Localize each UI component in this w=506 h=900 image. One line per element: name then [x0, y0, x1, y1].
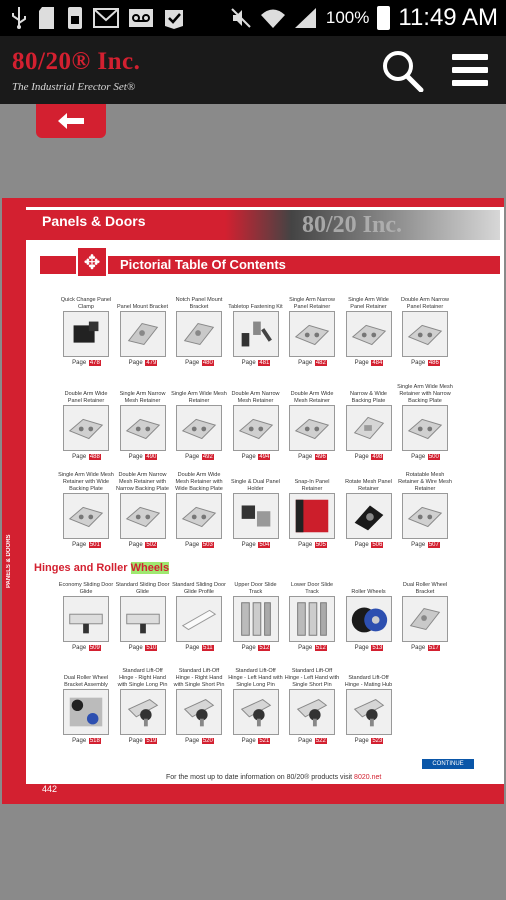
- retainer-icon: [290, 312, 334, 356]
- product-label: Standard Lift-Off Hinge - Left Hand with Single Short Pin: [284, 668, 340, 688]
- notification-icons: [10, 6, 185, 30]
- page-number-link[interactable]: 494: [259, 454, 270, 460]
- retainer-icon: [121, 494, 165, 538]
- product-thumbnail[interactable]: [402, 311, 448, 357]
- product-label: Quick Change Panel Clamp: [60, 297, 112, 310]
- check-icon: [163, 6, 185, 30]
- track-icon: [290, 597, 334, 641]
- product-page-ref[interactable]: Page 506: [354, 542, 383, 548]
- bracket-icon: [403, 597, 447, 641]
- product-thumbnail[interactable]: [176, 596, 222, 642]
- product-page-ref[interactable]: Page 482: [298, 360, 326, 366]
- product-thumbnail[interactable]: [289, 493, 335, 539]
- product-page-ref[interactable]: Page 494: [241, 454, 270, 460]
- product-page-ref[interactable]: Page 512: [241, 645, 270, 651]
- product-thumbnail[interactable]: [402, 596, 448, 642]
- product-item[interactable]: [284, 666, 340, 744]
- product-item[interactable]: [115, 573, 171, 651]
- product-thumbnail[interactable]: [120, 493, 166, 539]
- product-thumbnail[interactable]: [346, 689, 392, 735]
- retainer-icon: [290, 406, 334, 450]
- product-thumbnail[interactable]: [63, 596, 109, 642]
- product-page-ref[interactable]: Page 502: [128, 542, 157, 548]
- glide-icon: [121, 597, 165, 641]
- product-label: Double Arm Wide Mesh Retainer: [290, 391, 334, 404]
- page-number-link[interactable]: 504: [259, 542, 270, 548]
- product-label: Rotate Mesh Panel Retainer: [345, 479, 392, 492]
- retainer-icon: [347, 312, 391, 356]
- product-page-ref[interactable]: Page 519: [128, 738, 157, 744]
- product-label: Narrow & Wide Backing Plate: [350, 391, 387, 404]
- continue-link[interactable]: CONTINUE: [422, 759, 474, 769]
- product-thumbnail[interactable]: [176, 311, 222, 357]
- page-number-link[interactable]: 507: [428, 542, 439, 548]
- product-page-ref[interactable]: Page 522: [298, 738, 326, 744]
- bracket-icon: [121, 312, 165, 356]
- product-item[interactable]: [171, 573, 227, 651]
- mute-icon: [230, 7, 252, 29]
- side-label: PANELS & DOORS: [6, 534, 12, 588]
- product-label: Single Arm Narrow Panel Retainer: [289, 297, 335, 310]
- product-page-ref[interactable]: Page 513: [354, 645, 383, 651]
- product-item[interactable]: [341, 382, 397, 460]
- product-page-ref[interactable]: Page 479: [128, 360, 157, 366]
- page-number-link[interactable]: 480: [202, 360, 213, 366]
- product-label: Single Arm Wide Mesh Retainer with Wide Backing Plate: [58, 472, 114, 492]
- product-item[interactable]: [284, 382, 340, 460]
- product-thumbnail[interactable]: [346, 311, 392, 357]
- system-indicators: [230, 4, 498, 32]
- product-item[interactable]: [341, 573, 397, 651]
- product-thumbnail[interactable]: [346, 405, 392, 451]
- page-number-link[interactable]: 512: [259, 645, 270, 651]
- retainer-icon: [121, 406, 165, 450]
- retainer-icon: [403, 312, 447, 356]
- menu-button[interactable]: [452, 54, 488, 86]
- fastener-icon: [234, 312, 278, 356]
- footer-link[interactable]: 8020.net: [354, 774, 382, 781]
- product-label: Standard Lift-Off Hinge - Right Hand with Single Short Pin: [173, 668, 225, 688]
- clock: 11:49 AM: [398, 4, 498, 31]
- app-logo: 80/20® Inc.: [12, 48, 141, 75]
- product-label: Upper Door Slide Track: [234, 582, 277, 595]
- page-number-link[interactable]: 511: [203, 645, 213, 651]
- page-number-link[interactable]: 478: [89, 360, 100, 366]
- product-item[interactable]: [58, 470, 114, 548]
- page-number-link[interactable]: 513: [372, 645, 383, 651]
- product-label: Single & Dual Panel Holder: [231, 479, 280, 492]
- product-page-ref[interactable]: Page 518: [72, 738, 100, 744]
- page-number-link[interactable]: 505: [315, 542, 326, 548]
- product-page-ref[interactable]: Page 500: [411, 454, 439, 460]
- search-icon: [380, 48, 424, 92]
- product-item[interactable]: [58, 666, 114, 744]
- product-thumbnail[interactable]: [233, 493, 279, 539]
- page-number-link[interactable]: 496: [315, 454, 326, 460]
- product-thumbnail[interactable]: [233, 596, 279, 642]
- product-item[interactable]: [284, 470, 340, 548]
- product-page-ref[interactable]: Page 520: [185, 738, 213, 744]
- product-page-ref[interactable]: Page 511: [185, 645, 213, 651]
- snap-retainer-icon: [290, 494, 334, 538]
- product-page-ref[interactable]: Page 486: [411, 360, 439, 366]
- battery-icon: [377, 6, 390, 30]
- product-item[interactable]: [171, 470, 227, 548]
- product-label: Single Arm Wide Mesh Retainer: [171, 391, 227, 404]
- retainer-icon: [403, 406, 447, 450]
- page-number-link[interactable]: 520: [202, 738, 213, 744]
- holder-icon: [234, 494, 278, 538]
- product-item[interactable]: [341, 666, 397, 744]
- product-item[interactable]: [341, 470, 397, 548]
- product-label: Double Arm Narrow Panel Retainer: [401, 297, 449, 310]
- product-page-ref[interactable]: Page 498: [354, 454, 383, 460]
- product-item[interactable]: [228, 573, 284, 651]
- product-label: Double Arm Wide Panel Retainer: [64, 391, 108, 404]
- page-side-bar: [2, 207, 26, 784]
- product-page-ref[interactable]: Page 503: [185, 542, 213, 548]
- product-label: Lower Door Slide Track: [290, 582, 334, 595]
- product-thumbnail[interactable]: [289, 311, 335, 357]
- product-item[interactable]: [397, 573, 453, 651]
- product-page-ref[interactable]: Page 523: [354, 738, 383, 744]
- wifi-icon: [260, 7, 286, 29]
- plate-icon: [347, 406, 391, 450]
- product-thumbnail[interactable]: [233, 689, 279, 735]
- product-page-ref[interactable]: Page 521: [241, 738, 270, 744]
- page-number-link[interactable]: 492: [202, 454, 213, 460]
- track-icon: [234, 597, 278, 641]
- usb-icon: [10, 6, 28, 30]
- product-page-ref[interactable]: Page 509: [72, 645, 100, 651]
- page-number: 442: [42, 784, 58, 794]
- product-thumbnail[interactable]: [120, 405, 166, 451]
- hinges-section-title: Hinges and Roller Wheels: [34, 562, 170, 574]
- product-item[interactable]: [115, 666, 171, 744]
- page-number-link[interactable]: 501: [89, 542, 100, 548]
- page-number-link[interactable]: 503: [202, 542, 213, 548]
- roller-assembly-icon: [64, 690, 108, 734]
- page-bottom-bar: [2, 784, 504, 804]
- page-number-link[interactable]: 481: [259, 360, 270, 366]
- product-label: Standard Lift-Off Hinge - Right Hand with Single Long Pin: [117, 668, 168, 688]
- product-item[interactable]: [58, 573, 114, 651]
- page-number-link[interactable]: 521: [259, 738, 270, 744]
- product-label: Panel Mount Bracket: [116, 304, 169, 310]
- menu-icon: [452, 54, 488, 60]
- hinge-icon: [234, 690, 278, 734]
- product-page-ref[interactable]: Page 496: [298, 454, 326, 460]
- status-bar: [0, 0, 506, 36]
- page-number-link[interactable]: 500: [428, 454, 439, 460]
- voicemail-icon: [128, 7, 154, 29]
- product-label: Snap-In Panel Retainer: [294, 479, 330, 492]
- page-number-link[interactable]: 506: [372, 542, 383, 548]
- page-number-link[interactable]: 484: [372, 360, 383, 366]
- search-button[interactable]: [380, 48, 424, 92]
- sim-icon: [66, 6, 84, 30]
- page-number-link[interactable]: 479: [146, 360, 157, 366]
- profile-icon: [177, 597, 221, 641]
- hinge-icon: [290, 690, 334, 734]
- product-label: Single Arm Narrow Mesh Retainer: [119, 391, 166, 404]
- product-label: Single Arm Wide Mesh Retainer with Narrow Backing Plate: [397, 384, 453, 404]
- page-top-border: [2, 198, 504, 207]
- signal-icon: [294, 7, 318, 29]
- product-label: Dual Roller Wheel Bracket Assembly: [63, 675, 109, 688]
- product-label: Double Arm Narrow Mesh Retainer with Narrow Backing Plate: [116, 472, 169, 492]
- bracket-icon: [177, 312, 221, 356]
- product-thumbnail[interactable]: [176, 405, 222, 451]
- product-item[interactable]: [228, 288, 284, 366]
- roller-wheel-icon: [347, 597, 391, 641]
- product-thumbnail[interactable]: [120, 596, 166, 642]
- product-page-ref[interactable]: Page 490: [128, 454, 157, 460]
- product-item[interactable]: [228, 382, 284, 460]
- page-number-link[interactable]: 523: [372, 738, 383, 744]
- product-thumbnail[interactable]: [120, 311, 166, 357]
- product-thumbnail[interactable]: [289, 689, 335, 735]
- product-thumbnail[interactable]: [63, 689, 109, 735]
- product-label: Double Arm Narrow Mesh Retainer: [231, 391, 280, 404]
- page-number-link[interactable]: 510: [146, 645, 157, 651]
- hinge-icon: [121, 690, 165, 734]
- product-page-ref[interactable]: Page 517: [411, 645, 439, 651]
- catalog-page[interactable]: [2, 198, 504, 804]
- product-label: Rotatable Mesh Retainer & Wire Mesh Retainer: [398, 472, 452, 492]
- product-thumbnail[interactable]: [63, 405, 109, 451]
- product-label: Tabletop Fastening Kit: [228, 304, 283, 310]
- product-label: Standard Sliding Door Glide: [115, 582, 170, 595]
- app-tagline: The Industrial Erector Set®: [12, 81, 136, 93]
- back-arrow-icon: [56, 111, 86, 131]
- section-tab-title: Panels & Doors: [42, 213, 146, 229]
- product-item[interactable]: [58, 288, 114, 366]
- page-number-link[interactable]: 502: [146, 542, 157, 548]
- product-page-ref[interactable]: Page 510: [128, 645, 157, 651]
- toc-logo-icon: ✥: [76, 246, 108, 278]
- product-item[interactable]: [228, 666, 284, 744]
- product-thumbnail[interactable]: [63, 493, 109, 539]
- page-number-link[interactable]: 488: [89, 454, 100, 460]
- clamp-icon: [64, 312, 108, 356]
- product-page-ref[interactable]: Page 512: [298, 645, 326, 651]
- page-number-link[interactable]: 522: [315, 738, 326, 744]
- product-item[interactable]: [171, 288, 227, 366]
- product-thumbnail[interactable]: [176, 493, 222, 539]
- page-number-link[interactable]: 517: [428, 645, 439, 651]
- rotate-retainer-icon: [347, 494, 391, 538]
- retainer-icon: [177, 494, 221, 538]
- hinge-icon: [347, 690, 391, 734]
- gmail-icon: [93, 7, 119, 29]
- product-item[interactable]: [228, 470, 284, 548]
- product-thumbnail[interactable]: [346, 493, 392, 539]
- product-item[interactable]: [115, 470, 171, 548]
- retainer-icon: [403, 494, 447, 538]
- product-thumbnail[interactable]: [63, 311, 109, 357]
- product-page-ref[interactable]: Page 504: [241, 542, 270, 548]
- sdcard-icon: [37, 6, 57, 30]
- product-label: Double Arm Wide Mesh Retainer with Wide Backing Plate: [175, 472, 223, 492]
- back-button[interactable]: [36, 104, 106, 138]
- product-item[interactable]: [115, 382, 171, 460]
- product-label: Standard Lift-Off Hinge - Mating Hub: [344, 675, 393, 688]
- page-number-link[interactable]: 490: [146, 454, 157, 460]
- footer-note: For the most up to date information on 80/20® products visit 8020.net: [166, 774, 382, 781]
- product-page-ref[interactable]: Page 488: [72, 454, 100, 460]
- product-item[interactable]: [397, 382, 453, 460]
- page-number-link[interactable]: 512: [315, 645, 326, 651]
- product-thumbnail[interactable]: [402, 405, 448, 451]
- product-thumbnail[interactable]: [120, 689, 166, 735]
- page-number-link[interactable]: 509: [89, 645, 100, 651]
- product-item[interactable]: [171, 382, 227, 460]
- product-thumbnail[interactable]: [233, 405, 279, 451]
- product-thumbnail[interactable]: [346, 596, 392, 642]
- product-item[interactable]: [171, 666, 227, 744]
- page-number-link[interactable]: 486: [428, 360, 439, 366]
- page-number-link[interactable]: 518: [89, 738, 100, 744]
- toc-title: Pictorial Table Of Contents: [120, 257, 286, 272]
- product-page-ref[interactable]: Page 505: [298, 542, 326, 548]
- retainer-icon: [234, 406, 278, 450]
- product-page-ref[interactable]: Page 492: [185, 454, 213, 460]
- product-page-ref[interactable]: Page 478: [72, 360, 100, 366]
- product-thumbnail[interactable]: [176, 689, 222, 735]
- product-page-ref[interactable]: Page 481: [241, 360, 270, 366]
- page-number-link[interactable]: 482: [315, 360, 326, 366]
- product-item[interactable]: [341, 288, 397, 366]
- app-header: [0, 36, 506, 104]
- glide-icon: [64, 597, 108, 641]
- product-item[interactable]: [115, 288, 171, 366]
- product-label: Dual Roller Wheel Bracket: [402, 582, 448, 595]
- page-number-link[interactable]: 519: [146, 738, 157, 744]
- product-page-ref[interactable]: Page 501: [72, 542, 100, 548]
- product-thumbnail[interactable]: [233, 311, 279, 357]
- product-thumbnail[interactable]: [289, 405, 335, 451]
- product-item[interactable]: [284, 288, 340, 366]
- hinge-icon: [177, 690, 221, 734]
- product-label: Notch Panel Mount Bracket: [175, 297, 223, 310]
- product-item[interactable]: [284, 573, 340, 651]
- header-watermark: 80/20 Inc.: [302, 212, 403, 238]
- product-label: Standard Lift-Off Hinge - Left Hand with Single Long Pin: [228, 668, 283, 688]
- retainer-icon: [64, 494, 108, 538]
- product-label: Single Arm Wide Panel Retainer: [348, 297, 389, 310]
- product-label: Roller Wheels: [351, 589, 386, 595]
- product-page-ref[interactable]: Page 480: [185, 360, 213, 366]
- product-page-ref[interactable]: Page 484: [354, 360, 383, 366]
- product-thumbnail[interactable]: [289, 596, 335, 642]
- product-label: Economy Sliding Door Glide: [58, 582, 114, 595]
- page-number-link[interactable]: 498: [372, 454, 383, 460]
- product-thumbnail[interactable]: [402, 493, 448, 539]
- product-item[interactable]: [58, 382, 114, 460]
- retainer-icon: [177, 406, 221, 450]
- battery-percent: 100%: [325, 8, 370, 27]
- product-label: Standard Sliding Door Glide Profile: [172, 582, 226, 595]
- product-item[interactable]: [397, 470, 453, 548]
- retainer-icon: [64, 406, 108, 450]
- product-item[interactable]: [397, 288, 453, 366]
- product-page-ref[interactable]: Page 507: [411, 542, 439, 548]
